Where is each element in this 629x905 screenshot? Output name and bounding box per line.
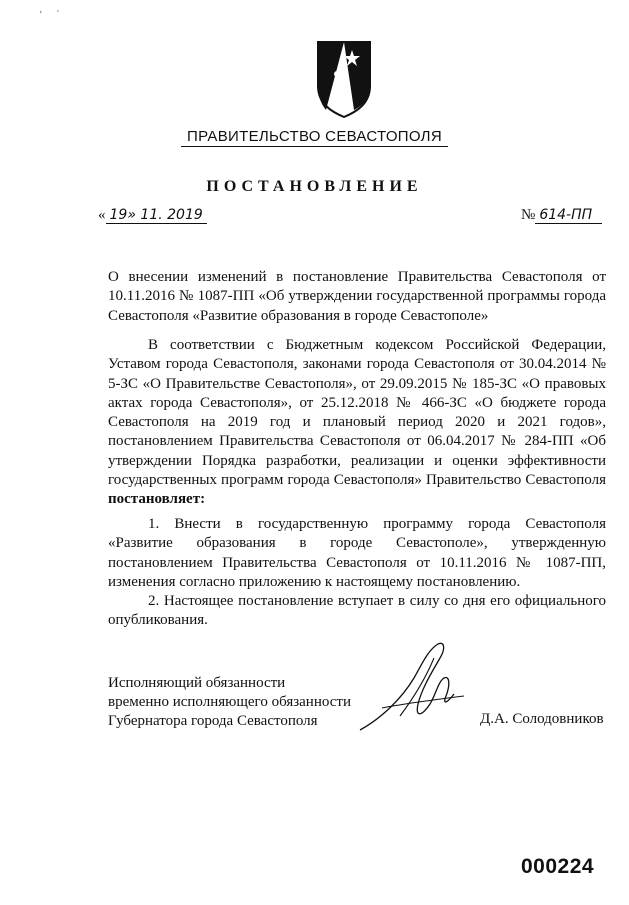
- decree-date: [98, 207, 207, 224]
- date-month-year: » 11. 2019: [127, 207, 203, 223]
- decree-items: [108, 515, 606, 631]
- decree-subject: О внесении изменений в постановление Правительства Севастополя от 10.11.2016 № 1087-ПП «Об утверждении государственной программы города Севастополя «Развитие образования в городе Севастополе»: [108, 269, 606, 324]
- decree-word: постановляет:: [108, 491, 206, 508]
- document-type: ПОСТАНОВЛЕНИЕ: [206, 178, 423, 195]
- number-prefix: №: [521, 207, 536, 223]
- signatory-name: Д.А. Солодовников: [480, 711, 604, 727]
- date-day: 19: [109, 207, 128, 223]
- government-name: [0, 128, 629, 147]
- decree-item-2: 2. Настоящее постановление вступает в силу со дня его официального опубликования.: [108, 593, 606, 629]
- government-name-text: ПРАВИТЕЛЬСТВО СЕВАСТОПОЛЯ: [181, 128, 448, 147]
- scan-marks: ' ˋ: [40, 10, 66, 21]
- handwritten-signature: [352, 638, 472, 738]
- sevastopol-coat-of-arms-icon: [316, 40, 372, 118]
- position-line-1: Исполняющий обязанности: [108, 675, 286, 691]
- serial-number: 000224: [521, 855, 595, 878]
- basis-text: В соответствии с Бюджетным кодексом Российской Федерации, Уставом города Севастополя, законами города Севастополя от 30.04.2014 № 5-ЗС «О Правительстве Севастополя», от 29.09.2015 № 185-ЗС «О правовых актах города Севастополя», от 25.12.2018 № 466-ЗС «О бюджете города Севастополя на 2019 год и плановый период 2020 и 2021 годов», постановлением Правительства Севастополя от 06.04.2017 № 284-ПП «Об утверждении Порядка разработки, реализации и оценки эффективности государственных программ города Севастополя» Правительство Севастополя: [108, 337, 606, 489]
- date-handwritten: [106, 207, 207, 224]
- date-open-quote: «: [98, 207, 106, 223]
- position-line-2: временно исполняющего обязанности: [108, 694, 351, 710]
- position-line-3: Губернатора города Севастополя: [108, 713, 318, 729]
- decree-number: [521, 207, 602, 224]
- number-handwritten: 614-ПП: [535, 207, 602, 224]
- decree-item-1: 1. Внести в государственную программу города Севастополя «Развитие образования в городе Севастополе», утвержденную постановлением Правительства Севастополя от 10.11.2016 № 1087-ПП, изменения согласно приложению к настоящему постановлению.: [108, 516, 606, 590]
- signatory-position: [108, 674, 351, 731]
- decree-basis: [108, 336, 606, 510]
